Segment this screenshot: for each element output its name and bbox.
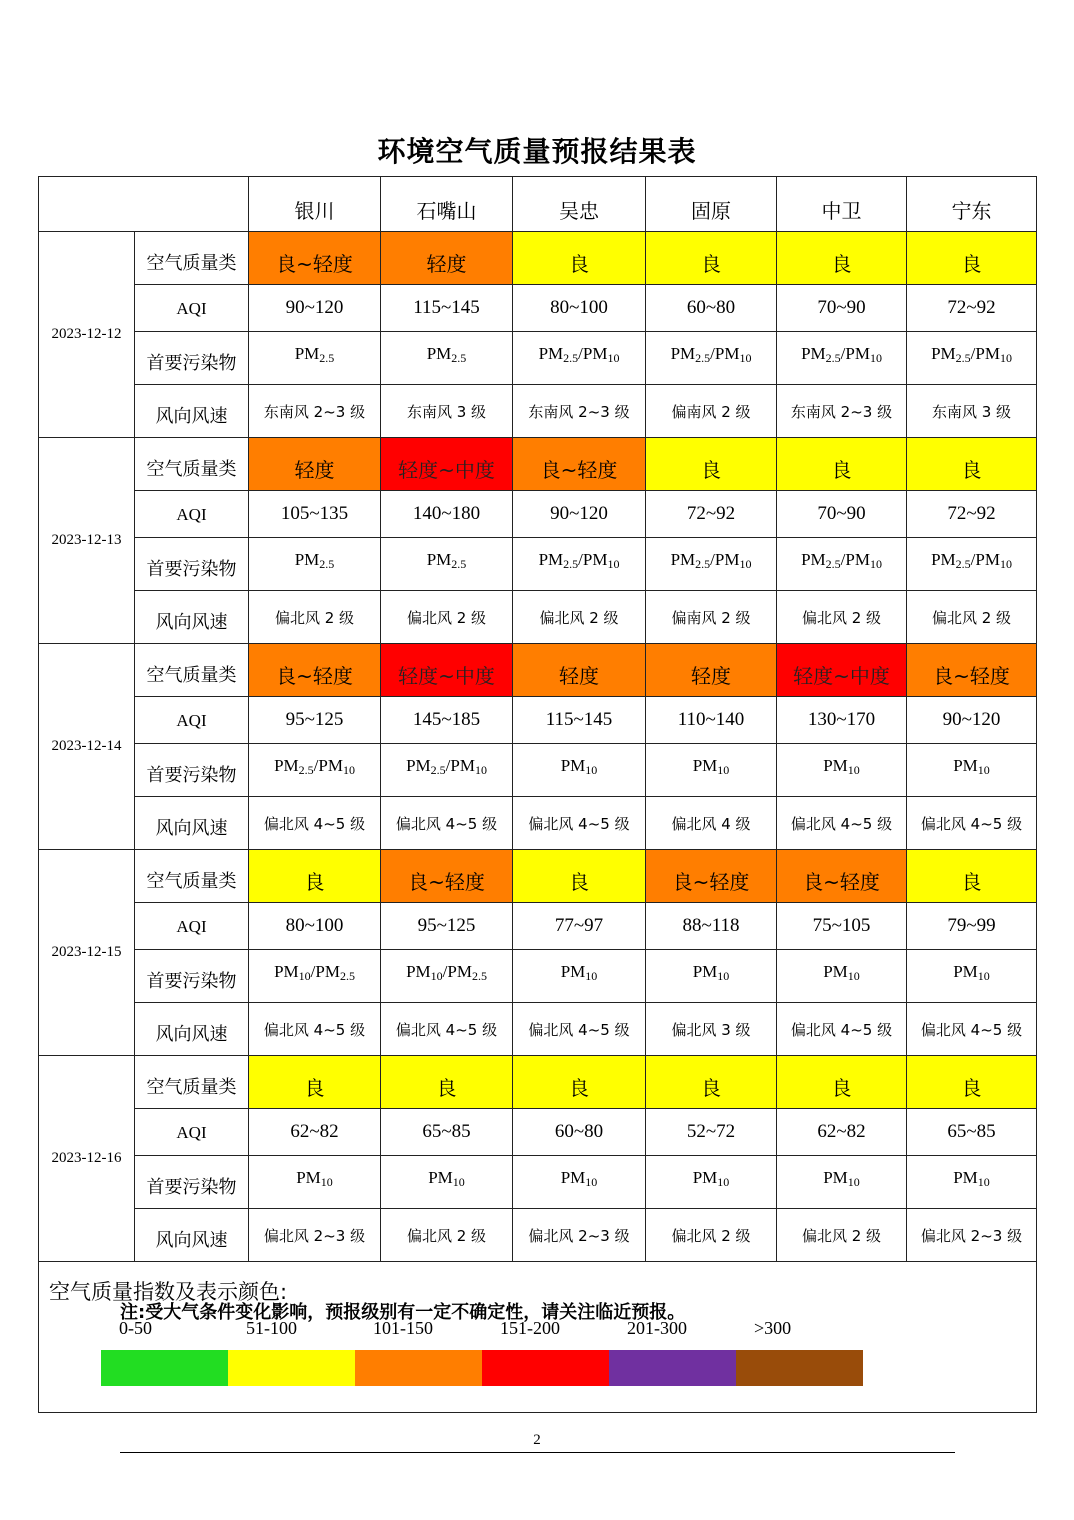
date-cell: 2023-12-16 xyxy=(39,1056,135,1262)
pollutant-cell xyxy=(777,744,907,797)
wind-cell: 偏北风 2 级 xyxy=(907,591,1037,644)
row-label-aqi: AQI xyxy=(135,285,249,332)
pollutant-name: PM xyxy=(406,756,431,775)
aqi-range-cell: 80~100 xyxy=(249,903,381,950)
aqi-category-cell: 轻度~中度 xyxy=(777,644,907,697)
pollutant-name: /PM xyxy=(840,344,870,363)
pollutant-subscript: 10 xyxy=(847,969,860,983)
legend-range-label: 101-150 xyxy=(373,1318,433,1338)
pollutant-name: PM xyxy=(274,756,299,775)
row-label-wind: 风向风速 xyxy=(135,1209,249,1262)
aqi-category-cell: 轻度~中度 xyxy=(381,438,513,491)
pollutant-subscript: 10 xyxy=(298,969,311,983)
aqi-range-cell: 70~90 xyxy=(777,285,907,332)
date-cell: 2023-12-14 xyxy=(39,644,135,850)
page-title: 环境空气质量预报结果表 xyxy=(377,135,697,168)
pollutant-cell xyxy=(249,744,381,797)
pollutant-name: PM xyxy=(931,550,956,569)
forecast-table xyxy=(38,176,1037,1413)
pollutant-subscript: 10 xyxy=(869,557,882,571)
pollutant-cell xyxy=(249,1156,381,1209)
aqi-category-cell: 良~轻度 xyxy=(646,850,777,903)
aqi-range-cell: 95~125 xyxy=(249,697,381,744)
aqi-range-cell: 80~100 xyxy=(513,285,646,332)
pollutant-cell xyxy=(513,950,646,1003)
pollutant-cell xyxy=(646,744,777,797)
pollutant-name: PM xyxy=(296,1168,321,1187)
pollutant-cell xyxy=(907,744,1037,797)
legend-color-swatch xyxy=(609,1350,736,1386)
row-label-category: 空气质量类 xyxy=(135,850,249,903)
pollutant-cell xyxy=(777,538,907,591)
aqi-category-cell: 良 xyxy=(907,232,1037,285)
forecast-note: 注:受大气条件变化影响，预报级别有一定不确定性，请关注临近预报。 xyxy=(120,1302,686,1323)
wind-cell: 偏北风 4~5 级 xyxy=(249,797,381,850)
pollutant-subscript: 2.5 xyxy=(955,351,971,365)
wind-cell: 偏北风 4~5 级 xyxy=(513,1003,646,1056)
forecast-row-aqi xyxy=(39,903,1037,950)
aqi-category-cell: 良~轻度 xyxy=(513,438,646,491)
pollutant-subscript: 10 xyxy=(717,969,730,983)
wind-cell: 东南风 2~3 级 xyxy=(777,385,907,438)
wind-cell: 偏北风 4~5 级 xyxy=(381,797,513,850)
pollutant-name: PM xyxy=(538,344,564,363)
aqi-range-cell: 115~145 xyxy=(513,697,646,744)
pollutant-name: PM xyxy=(426,344,452,363)
pollutant-cell xyxy=(646,538,777,591)
forecast-row-category xyxy=(39,644,1037,697)
pollutant-subscript: 10 xyxy=(585,1175,598,1189)
pollutant-cell xyxy=(907,538,1037,591)
pollutant-cell xyxy=(777,950,907,1003)
pollutant-subscript: 2.5 xyxy=(451,351,467,365)
aqi-category-cell: 良 xyxy=(513,1056,646,1109)
city-header: 宁东 xyxy=(907,177,1037,232)
aqi-category-cell: 良 xyxy=(513,850,646,903)
aqi-range-cell: 62~82 xyxy=(249,1109,381,1156)
aqi-range-cell: 95~125 xyxy=(381,903,513,950)
aqi-category-cell: 轻度~中度 xyxy=(381,644,513,697)
forecast-row-pollutant xyxy=(39,1156,1037,1209)
pollutant-subscript: 10 xyxy=(847,763,860,777)
wind-cell: 偏南风 2 级 xyxy=(646,385,777,438)
aqi-category-cell: 轻度 xyxy=(646,644,777,697)
pollutant-cell xyxy=(646,1156,777,1209)
wind-cell: 偏北风 4~5 级 xyxy=(381,1003,513,1056)
forecast-row-category xyxy=(39,438,1037,491)
aqi-category-cell: 良 xyxy=(646,232,777,285)
pollutant-cell xyxy=(249,332,381,385)
pollutant-cell xyxy=(777,332,907,385)
aqi-range-cell: 77~97 xyxy=(513,903,646,950)
pollutant-name: PM xyxy=(406,962,431,981)
forecast-row-category xyxy=(39,850,1037,903)
pollutant-cell xyxy=(907,1156,1037,1209)
pollutant-name: PM xyxy=(692,1168,718,1187)
city-header: 石嘴山 xyxy=(381,177,513,232)
aqi-category-cell: 良 xyxy=(646,438,777,491)
forecast-row-category xyxy=(39,232,1037,285)
wind-cell: 偏北风 2~3 级 xyxy=(249,1209,381,1262)
aqi-category-cell: 良 xyxy=(777,232,907,285)
aqi-category-cell: 良 xyxy=(907,1056,1037,1109)
aqi-range-cell: 90~120 xyxy=(249,285,381,332)
pollutant-name: /PM xyxy=(442,962,472,981)
aqi-category-cell: 良~轻度 xyxy=(381,850,513,903)
pollutant-cell xyxy=(513,332,646,385)
wind-cell: 偏北风 2~3 级 xyxy=(907,1209,1037,1262)
pollutant-name: PM xyxy=(953,1168,978,1187)
aqi-category-cell: 良 xyxy=(513,232,646,285)
aqi-category-cell: 良 xyxy=(249,850,381,903)
pollutant-cell xyxy=(381,950,513,1003)
pollutant-name: PM xyxy=(801,550,826,569)
wind-cell: 偏北风 4~5 级 xyxy=(907,1003,1037,1056)
pollutant-subscript: 10 xyxy=(977,763,990,777)
pollutant-subscript: 10 xyxy=(847,1175,860,1189)
pollutant-subscript: 10 xyxy=(607,557,620,571)
pollutant-name: PM xyxy=(294,344,320,363)
row-label-wind: 风向风速 xyxy=(135,797,249,850)
pollutant-subscript: 2.5 xyxy=(451,557,467,571)
forecast-row-aqi xyxy=(39,491,1037,538)
pollutant-subscript: 10 xyxy=(739,351,752,365)
pollutant-name: PM xyxy=(274,962,299,981)
aqi-range-cell: 62~82 xyxy=(777,1109,907,1156)
wind-cell: 偏北风 4~5 级 xyxy=(907,797,1037,850)
row-label-wind: 风向风速 xyxy=(135,1003,249,1056)
wind-cell: 东南风 2~3 级 xyxy=(249,385,381,438)
pollutant-name: /PM xyxy=(970,344,1000,363)
aqi-category-cell: 良 xyxy=(777,1056,907,1109)
pollutant-name: PM xyxy=(426,550,452,569)
wind-cell: 偏北风 4~5 级 xyxy=(513,797,646,850)
aqi-range-cell: 110~140 xyxy=(646,697,777,744)
date-cell: 2023-12-12 xyxy=(39,232,135,438)
pollutant-name: /PM xyxy=(970,550,1000,569)
pollutant-cell xyxy=(513,538,646,591)
pollutant-name: /PM xyxy=(578,344,608,363)
row-label-pollutant: 首要污染物 xyxy=(135,950,249,1003)
page-number: 2 xyxy=(533,1432,541,1448)
pollutant-subscript: 10 xyxy=(607,351,620,365)
pollutant-cell xyxy=(907,950,1037,1003)
pollutant-subscript: 10 xyxy=(977,1175,990,1189)
wind-cell: 东南风 2~3 级 xyxy=(513,385,646,438)
wind-cell: 偏北风 2~3 级 xyxy=(513,1209,646,1262)
pollutant-name: PM xyxy=(823,962,848,981)
pollutant-subscript: 2.5 xyxy=(825,557,841,571)
row-label-category: 空气质量类 xyxy=(135,438,249,491)
pollutant-cell xyxy=(646,332,777,385)
city-header-row xyxy=(39,177,1037,232)
legend-color-swatch xyxy=(482,1350,609,1386)
pollutant-name: /PM xyxy=(710,344,740,363)
pollutant-name: PM xyxy=(560,1168,586,1187)
forecast-row-category xyxy=(39,1056,1037,1109)
pollutant-cell xyxy=(907,332,1037,385)
pollutant-name: PM xyxy=(428,1168,453,1187)
aqi-range-cell: 65~85 xyxy=(907,1109,1037,1156)
pollutant-name: PM xyxy=(931,344,956,363)
pollutant-subscript: 10 xyxy=(999,351,1012,365)
legend-color-swatch xyxy=(736,1350,863,1386)
city-header: 银川 xyxy=(249,177,381,232)
legend-range-label: 0-50 xyxy=(119,1318,152,1338)
pollutant-cell xyxy=(646,950,777,1003)
legend-range-label: >300 xyxy=(754,1318,792,1338)
wind-cell: 偏北风 4~5 级 xyxy=(777,797,907,850)
pollutant-name: PM xyxy=(670,550,696,569)
forecast-row-aqi xyxy=(39,697,1037,744)
pollutant-cell xyxy=(249,950,381,1003)
row-label-category: 空气质量类 xyxy=(135,644,249,697)
legend-color-swatch xyxy=(355,1350,482,1386)
row-label-pollutant: 首要污染物 xyxy=(135,1156,249,1209)
wind-cell: 偏北风 4~5 级 xyxy=(777,1003,907,1056)
wind-cell: 东南风 3 级 xyxy=(907,385,1037,438)
pollutant-name: PM xyxy=(538,550,564,569)
pollutant-subscript: 10 xyxy=(717,763,730,777)
wind-cell: 偏北风 2 级 xyxy=(249,591,381,644)
pollutant-name: PM xyxy=(670,344,696,363)
legend-row xyxy=(39,1262,1037,1413)
row-label-wind: 风向风速 xyxy=(135,591,249,644)
forecast-row-pollutant xyxy=(39,744,1037,797)
footer-divider xyxy=(120,1452,955,1453)
pollutant-cell xyxy=(777,1156,907,1209)
aqi-range-cell: 52~72 xyxy=(646,1109,777,1156)
legend-range-label: 51-100 xyxy=(246,1318,297,1338)
aqi-category-cell: 良 xyxy=(777,438,907,491)
aqi-range-cell: 65~85 xyxy=(381,1109,513,1156)
wind-cell: 偏南风 2 级 xyxy=(646,591,777,644)
aqi-range-cell: 105~135 xyxy=(249,491,381,538)
pollutant-subscript: 2.5 xyxy=(471,969,487,983)
row-label-aqi: AQI xyxy=(135,1109,249,1156)
pollutant-subscript: 10 xyxy=(430,969,443,983)
pollutant-name: PM xyxy=(823,1168,848,1187)
pollutant-name: PM xyxy=(692,962,718,981)
pollutant-subscript: 2.5 xyxy=(825,351,841,365)
aqi-range-cell: 60~80 xyxy=(513,1109,646,1156)
aqi-category-cell: 良~轻度 xyxy=(249,232,381,285)
forecast-row-wind xyxy=(39,797,1037,850)
pollutant-name: PM xyxy=(823,756,848,775)
pollutant-cell xyxy=(249,538,381,591)
pollutant-subscript: 2.5 xyxy=(695,557,711,571)
date-cell: 2023-12-13 xyxy=(39,438,135,644)
pollutant-subscript: 2.5 xyxy=(339,969,355,983)
aqi-range-cell: 145~185 xyxy=(381,697,513,744)
forecast-row-wind xyxy=(39,385,1037,438)
pollutant-name: /PM xyxy=(445,756,475,775)
aqi-range-cell: 75~105 xyxy=(777,903,907,950)
aqi-range-cell: 72~92 xyxy=(907,285,1037,332)
pollutant-name: PM xyxy=(560,756,586,775)
forecast-row-wind xyxy=(39,1209,1037,1262)
aqi-range-cell: 130~170 xyxy=(777,697,907,744)
wind-cell: 东南风 3 级 xyxy=(381,385,513,438)
row-label-pollutant: 首要污染物 xyxy=(135,538,249,591)
aqi-category-cell: 良~轻度 xyxy=(907,644,1037,697)
aqi-category-cell: 轻度 xyxy=(381,232,513,285)
legend-cell xyxy=(39,1262,1037,1413)
pollutant-name: /PM xyxy=(313,756,343,775)
legend-color-swatch xyxy=(228,1350,355,1386)
wind-cell: 偏北风 2 级 xyxy=(381,1209,513,1262)
pollutant-cell xyxy=(381,538,513,591)
wind-cell: 偏北风 2 级 xyxy=(381,591,513,644)
forecast-row-aqi xyxy=(39,1109,1037,1156)
pollutant-subscript: 2.5 xyxy=(430,763,446,777)
city-header: 吴忠 xyxy=(513,177,646,232)
aqi-range-cell: 90~120 xyxy=(907,697,1037,744)
wind-cell: 偏北风 4 级 xyxy=(646,797,777,850)
pollutant-name: /PM xyxy=(578,550,608,569)
aqi-category-cell: 良 xyxy=(381,1056,513,1109)
forecast-row-pollutant xyxy=(39,950,1037,1003)
header-corner xyxy=(39,177,249,232)
aqi-range-cell: 88~118 xyxy=(646,903,777,950)
aqi-category-cell: 良~轻度 xyxy=(777,850,907,903)
aqi-range-cell: 140~180 xyxy=(381,491,513,538)
pollutant-subscript: 10 xyxy=(342,763,355,777)
row-label-aqi: AQI xyxy=(135,697,249,744)
city-header: 中卫 xyxy=(777,177,907,232)
aqi-range-cell: 72~92 xyxy=(646,491,777,538)
aqi-range-cell: 115~145 xyxy=(381,285,513,332)
pollutant-subscript: 2.5 xyxy=(563,557,579,571)
pollutant-subscript: 10 xyxy=(474,763,487,777)
row-label-category: 空气质量类 xyxy=(135,232,249,285)
row-label-aqi: AQI xyxy=(135,903,249,950)
row-label-aqi: AQI xyxy=(135,491,249,538)
aqi-category-cell: 良~轻度 xyxy=(249,644,381,697)
pollutant-name: /PM xyxy=(710,550,740,569)
row-label-pollutant: 首要污染物 xyxy=(135,744,249,797)
pollutant-subscript: 2.5 xyxy=(319,351,335,365)
pollutant-subscript: 2.5 xyxy=(955,557,971,571)
wind-cell: 偏北风 4~5 级 xyxy=(249,1003,381,1056)
wind-cell: 偏北风 2 级 xyxy=(646,1209,777,1262)
pollutant-name: /PM xyxy=(310,962,340,981)
pollutant-subscript: 10 xyxy=(320,1175,333,1189)
pollutant-subscript: 10 xyxy=(739,557,752,571)
pollutant-subscript: 2.5 xyxy=(695,351,711,365)
wind-cell: 偏北风 2 级 xyxy=(777,591,907,644)
aqi-category-cell: 良 xyxy=(907,850,1037,903)
aqi-category-cell: 轻度 xyxy=(513,644,646,697)
pollutant-subscript: 10 xyxy=(999,557,1012,571)
pollutant-cell xyxy=(381,332,513,385)
forecast-row-wind xyxy=(39,1003,1037,1056)
pollutant-subscript: 10 xyxy=(977,969,990,983)
forecast-row-pollutant xyxy=(39,538,1037,591)
aqi-range-cell: 90~120 xyxy=(513,491,646,538)
forecast-row-pollutant xyxy=(39,332,1037,385)
city-header: 固原 xyxy=(646,177,777,232)
wind-cell: 偏北风 3 级 xyxy=(646,1003,777,1056)
pollutant-subscript: 2.5 xyxy=(298,763,314,777)
forecast-row-aqi xyxy=(39,285,1037,332)
pollutant-subscript: 10 xyxy=(585,969,598,983)
pollutant-cell xyxy=(513,1156,646,1209)
legend-color-swatch xyxy=(101,1350,228,1386)
date-cell: 2023-12-15 xyxy=(39,850,135,1056)
row-label-wind: 风向风速 xyxy=(135,385,249,438)
row-label-category: 空气质量类 xyxy=(135,1056,249,1109)
pollutant-subscript: 2.5 xyxy=(319,557,335,571)
wind-cell: 偏北风 2 级 xyxy=(513,591,646,644)
pollutant-subscript: 10 xyxy=(717,1175,730,1189)
pollutant-cell xyxy=(381,744,513,797)
aqi-category-cell: 轻度 xyxy=(249,438,381,491)
pollutant-name: PM xyxy=(692,756,718,775)
pollutant-subscript: 10 xyxy=(585,763,598,777)
pollutant-subscript: 10 xyxy=(452,1175,465,1189)
legend-range-label: 201-300 xyxy=(627,1318,687,1338)
legend-range-label: 151-200 xyxy=(500,1318,560,1338)
aqi-range-cell: 72~92 xyxy=(907,491,1037,538)
legend-color-bar xyxy=(101,1350,863,1386)
aqi-category-cell: 良 xyxy=(907,438,1037,491)
pollutant-cell xyxy=(381,1156,513,1209)
pollutant-name: PM xyxy=(953,962,978,981)
pollutant-name: PM xyxy=(953,756,978,775)
pollutant-cell xyxy=(513,744,646,797)
aqi-range-cell: 70~90 xyxy=(777,491,907,538)
row-label-pollutant: 首要污染物 xyxy=(135,332,249,385)
legend-title: 空气质量指数及表示颜色: xyxy=(49,1280,288,1304)
pollutant-subscript: 2.5 xyxy=(563,351,579,365)
aqi-category-cell: 良 xyxy=(249,1056,381,1109)
wind-cell: 偏北风 2 级 xyxy=(777,1209,907,1262)
pollutant-name: /PM xyxy=(840,550,870,569)
aqi-range-cell: 79~99 xyxy=(907,903,1037,950)
aqi-category-cell: 良 xyxy=(646,1056,777,1109)
pollutant-name: PM xyxy=(294,550,320,569)
pollutant-name: PM xyxy=(801,344,826,363)
pollutant-subscript: 10 xyxy=(869,351,882,365)
forecast-row-wind xyxy=(39,591,1037,644)
pollutant-name: PM xyxy=(560,962,586,981)
aqi-range-cell: 60~80 xyxy=(646,285,777,332)
